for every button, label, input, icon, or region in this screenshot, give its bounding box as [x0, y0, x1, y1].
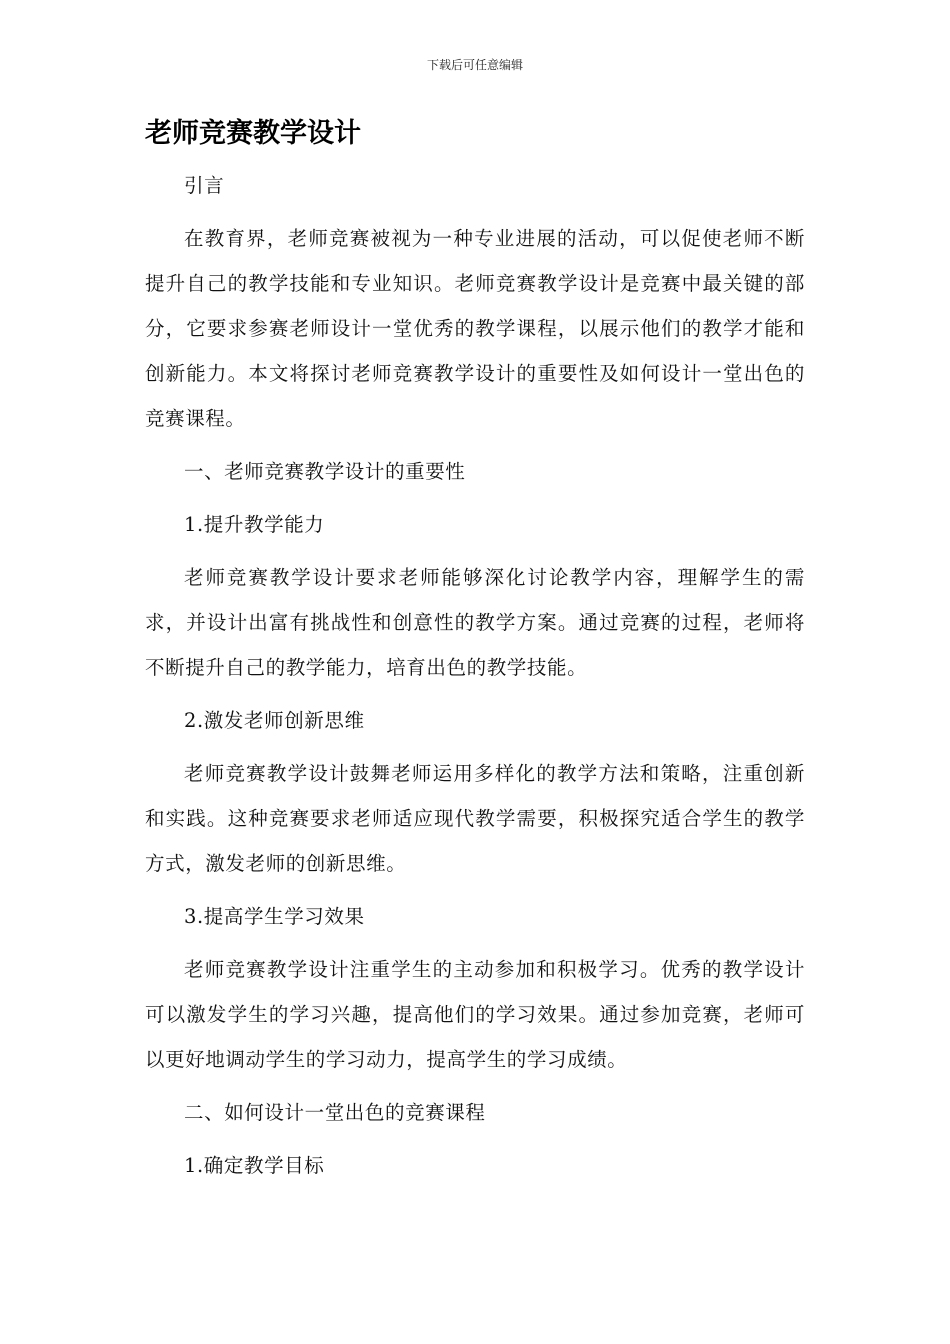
section-heading-design: 二、如何设计一堂出色的竞赛课程	[184, 1101, 486, 1124]
section-heading-intro: 引言	[184, 174, 225, 197]
subheading-improve-teaching: 1.提升教学能力	[184, 513, 325, 536]
subheading-goals: 1.确定教学目标	[184, 1154, 325, 1177]
header-note: 下载后可任意编辑	[426, 58, 523, 72]
paragraph-learning-effect: 老师竞赛教学设计注重学生的主动参加和积极学习。优秀的教学设计可以激发学生的学习兴趣，提高他们的学习效果。通过参加竞赛，老师可以更好地调动学生的学习动力，提高学生的学习成绩。	[145, 958, 805, 1071]
paragraph-improve-teaching: 老师竞赛教学设计要求老师能够深化讨论教学内容，理解学生的需求，并设计出富有挑战性和创意性的教学方案。通过竞赛的过程，老师将不断提升自己的教学能力，培育出色的教学技能。	[145, 566, 805, 679]
document-title: 老师竞赛教学设计	[145, 118, 361, 149]
subheading-innovation: 2.激发老师创新思维	[184, 709, 365, 732]
subheading-learning-effect: 3.提高学生学习效果	[184, 905, 365, 928]
intro-paragraph: 在教育界，老师竞赛被视为一种专业进展的活动，可以促使老师不断提升自己的教学技能和专业知识。老师竞赛教学设计是竞赛中最关键的部分，它要求参赛老师设计一堂优秀的教学课程，以展示他们的教学才能和创新能力。本文将探讨老师竞赛教学设计的重要性及如何设计一堂出色的竞赛课程。	[145, 227, 805, 430]
document-body	[145, 163, 805, 1188]
paragraph-innovation: 老师竞赛教学设计鼓舞老师运用多样化的教学方法和策略，注重创新和实践。这种竞赛要求老师适应现代教学需要，积极探究适合学生的教学方式，激发老师的创新思维。	[145, 762, 805, 875]
section-heading-importance: 一、老师竞赛教学设计的重要性	[184, 460, 466, 483]
